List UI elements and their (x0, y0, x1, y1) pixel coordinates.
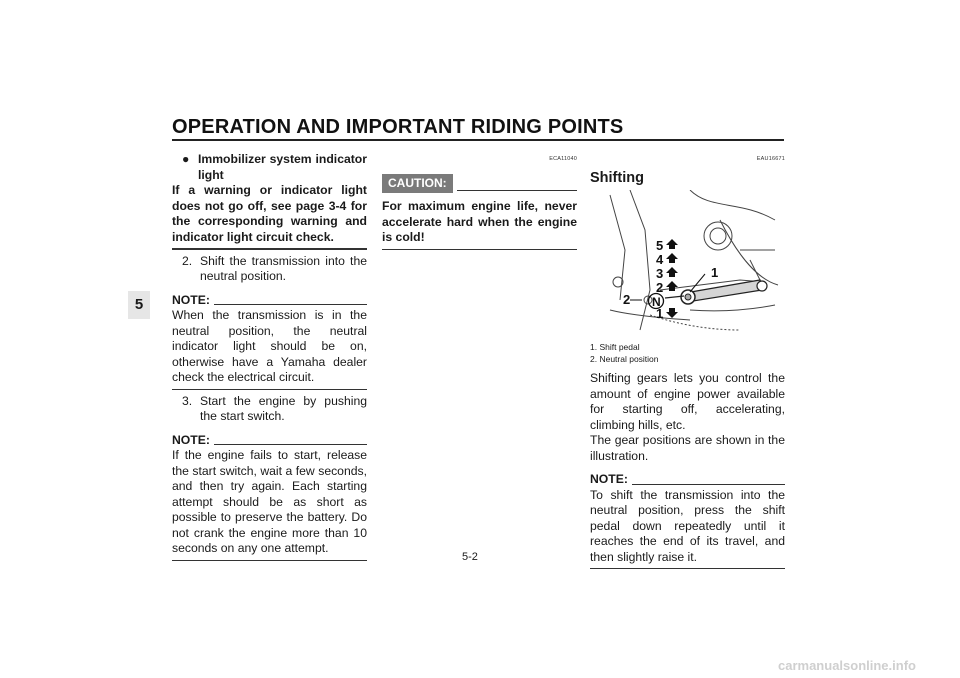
note-label: NOTE: (590, 472, 628, 486)
legend-item: 2. Neutral position (590, 354, 659, 364)
header-rule (172, 139, 784, 141)
figure-legend (590, 341, 785, 365)
up-arrow-icon (666, 239, 678, 291)
down-arrow-icon (666, 308, 678, 318)
shift-pedal-drawing (590, 190, 780, 335)
column-middle (382, 152, 577, 253)
note-heading (172, 293, 367, 309)
gear-4: 4 (656, 252, 664, 267)
gear-neutral: N (652, 295, 661, 309)
shift-pedal-illustration (590, 190, 780, 335)
body-text: Shifting gears lets you control the amount of engine power available for starting off, accelerating, climbing hills, etc. (590, 371, 785, 432)
gear-2: 2 (656, 280, 664, 295)
body-text: The gear positions are shown in the illustration. (590, 433, 785, 463)
caution-text: For maximum engine life, never accelerate hard when the engine is cold! (382, 199, 577, 244)
note-label: NOTE: (172, 292, 210, 307)
chapter-tab: 5 (128, 291, 150, 319)
note-line (214, 304, 367, 305)
page-number: 5-2 (462, 551, 478, 563)
step-text: Shift the transmission into the neutral position. (200, 253, 367, 283)
caution-heading (382, 174, 577, 194)
gear-1: 1 (656, 306, 664, 321)
divider (590, 568, 785, 569)
gear-5: 5 (656, 238, 664, 253)
note-text: When the transmission is in the neutral position, the neutral indicator light should be on, otherwise have a Yamaha dealer check the electrical circuit. (172, 308, 367, 384)
watermark: carmanualsonline.info (778, 658, 916, 673)
divider (172, 389, 367, 390)
note-heading (590, 472, 785, 488)
note-text: To shift the transmission into the neutral position, press the shift pedal down repeatedly until it reaches the end of its travel, and then slightly raise it. (590, 487, 785, 564)
bullet-icon: ● (182, 152, 190, 166)
note-line (632, 484, 785, 485)
page-title: OPERATION AND IMPORTANT RIDING POINTS (172, 116, 624, 138)
note-label: NOTE: (172, 432, 210, 447)
step-number: 3. (182, 393, 193, 408)
callout-shift-pedal: 1 (711, 265, 719, 280)
step-2 (172, 254, 367, 285)
divider (172, 248, 367, 250)
step-number: 2. (182, 253, 193, 268)
divider (172, 560, 367, 561)
caution-label: CAUTION: (382, 174, 453, 194)
bullet-text: Immobilizer system indicator light (198, 152, 367, 182)
callout-neutral: 2 (623, 292, 631, 307)
warning-text: If a warning or indicator light does not go off, see page 3-4 for the corresponding warning and indicator light circuit check. (172, 183, 367, 244)
step-3 (172, 394, 367, 425)
step-text: Start the engine by pushing the start switch. (200, 393, 367, 423)
reference-code: EAU16671 (756, 156, 785, 162)
bullet-item (172, 152, 367, 183)
gear-3: 3 (656, 266, 664, 281)
note-line (214, 444, 367, 445)
section-title: Shifting (590, 169, 644, 186)
note-text: If the engine fails to start, release the start switch, wait a few seconds, and then try again. Each starting attempt should be as short as possible to preserve the battery. Do not crank the engine more than 10 seconds on any one attempt. (172, 448, 367, 555)
note-heading (172, 433, 367, 449)
column-left (172, 152, 367, 564)
column-right (590, 152, 785, 572)
reference-code: ECA11040 (549, 156, 577, 162)
legend-item: 1. Shift pedal (590, 342, 640, 352)
divider (382, 249, 577, 251)
caution-line (457, 190, 577, 191)
